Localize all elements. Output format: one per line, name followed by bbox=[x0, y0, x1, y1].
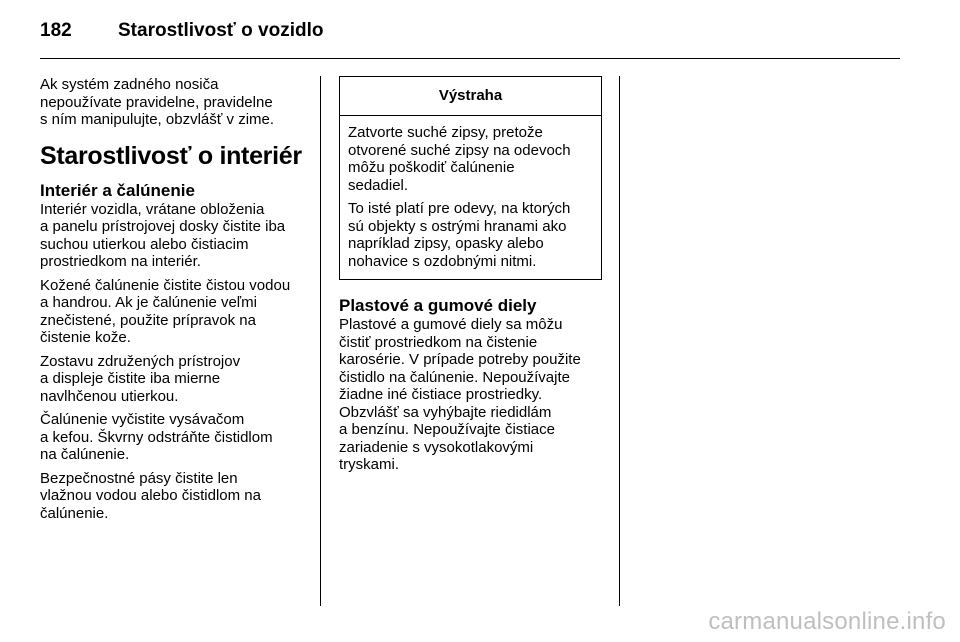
column-divider bbox=[619, 76, 620, 606]
section-title: Starostlivosť o interiér bbox=[40, 141, 302, 170]
body-paragraph-plastic: Plastové a gumové diely sa môžu čistiť prostriedkom na čistenie karosérie. V prípade potreby použite čistidlo na čalúnenie. Nepoužívajte žiadne iné čistiace prostriedky. Obzvlášť sa vyhýbajte riedidlám a benzínu. Nepoužívajte čistiace zariadenie s vysokotlakovými tryskami. bbox=[339, 316, 581, 473]
page-header bbox=[40, 20, 323, 44]
page-number: 182 bbox=[40, 20, 72, 41]
warning-paragraph: Zatvorte suché zipsy, pretože otvorené suché zipsy na odevoch môžu poškodiť čalúnenie sedadiel. bbox=[348, 124, 571, 194]
subsection-title: Interiér a čalúnenie bbox=[40, 180, 195, 200]
left-column bbox=[40, 76, 305, 528]
intro-paragraph: Ak systém zadného nosiča nepoužívate pravidelne, pravidelne s ním manipulujte, obzvlášť v zime. bbox=[40, 76, 275, 128]
body-paragraph: Kožené čalúnenie čistite čistou vodou a handrou. Ak je čalúnenie veľmi znečistené, použite prípravok na čistenie kože. bbox=[40, 276, 291, 346]
body-paragraph: Zostavu združených prístrojov a displeje čistite iba mierne navlhčenou utierkou. bbox=[40, 352, 241, 405]
page-header-title: Starostlivosť o vozidlo bbox=[118, 20, 324, 41]
body-paragraph: Bezpečnostné pásy čistite len vlažnou vodou alebo čistidlom na čalúnenie. bbox=[40, 469, 261, 522]
subsection-title-plastic: Plastové a gumové diely bbox=[339, 296, 537, 315]
middle-column bbox=[339, 76, 604, 480]
body-paragraph: Interiér vozidla, vrátane obloženia a panelu prístrojovej dosky čistite iba suchou utierkou alebo čistiacim prostriedkom na interiér. bbox=[40, 200, 286, 270]
warning-body bbox=[340, 116, 601, 279]
body-paragraph: Čalúnenie vyčistite vysávačom a kefou. Škvrny odstráňte čistidlom na čalúnenie. bbox=[40, 411, 273, 463]
header-rule bbox=[40, 58, 900, 59]
warning-paragraph: To isté platí pre odevy, na ktorých sú objekty s ostrými hranami ako napríklad zipsy, opasky alebo nohavice s ozdobnými nitmi. bbox=[348, 200, 571, 270]
warning-title: Výstraha bbox=[340, 77, 601, 116]
column-divider bbox=[320, 76, 321, 606]
warning-box bbox=[339, 76, 602, 280]
watermark: carmanualsonline.info bbox=[708, 608, 946, 635]
